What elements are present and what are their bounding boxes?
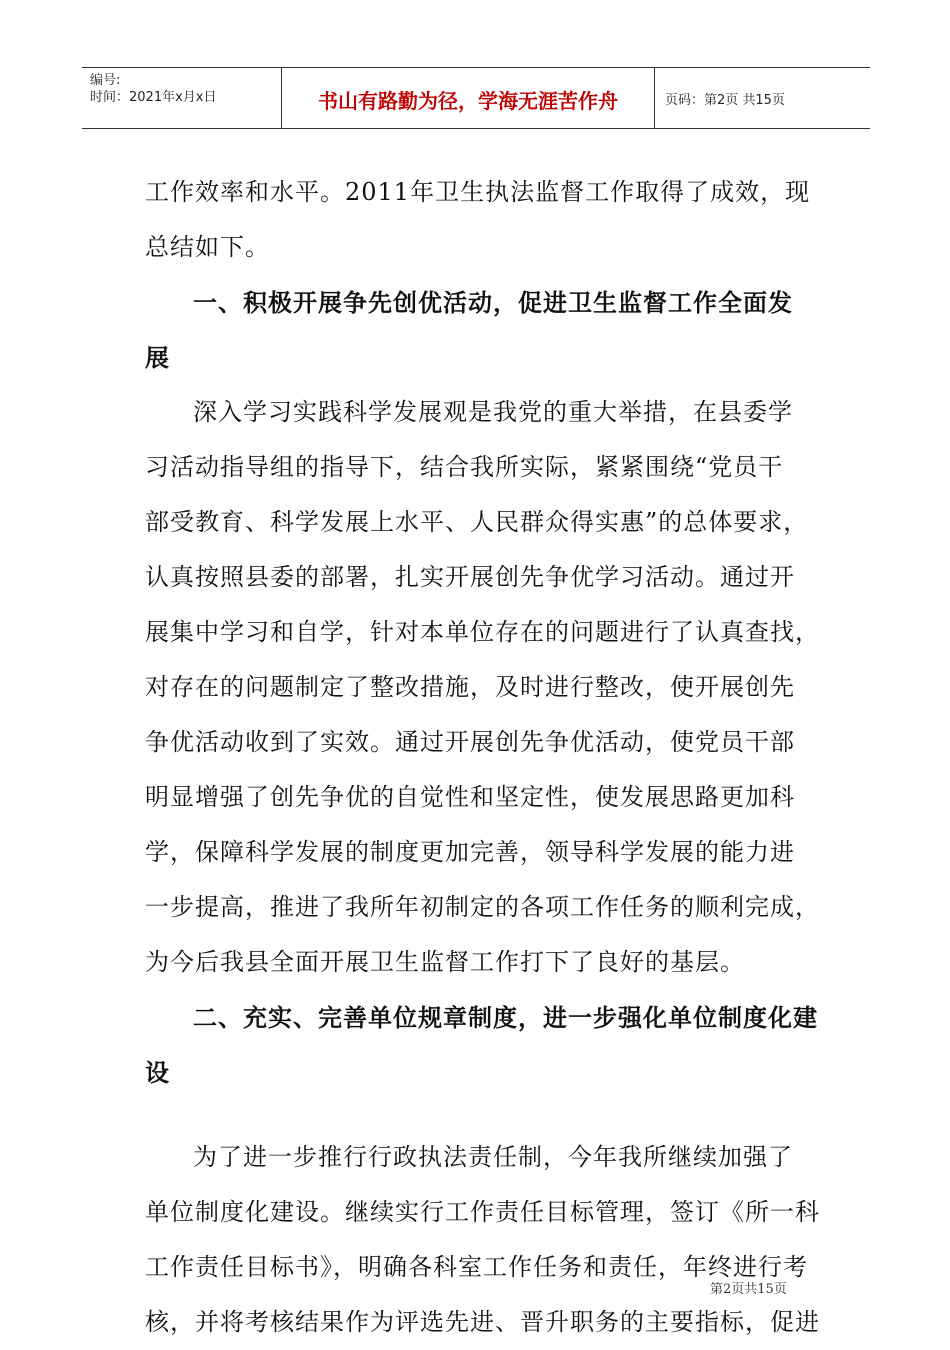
paragraph-line: 单位制度化建设。继续实行工作责任目标管理，签订《所一科	[145, 1198, 820, 1226]
paragraph-line: 对存在的问题制定了整改措施，及时进行整改，使开展创先	[145, 673, 795, 701]
paragraph-line: 明显增强了创先争优的自觉性和坚定性，使发展思路更加科	[145, 783, 795, 811]
paragraph-line: 学，保障科学发展的制度更加完善，领导科学发展的能力进	[145, 838, 795, 866]
paragraph-line: 工作责任目标书》，明确各科室工作任务和责任，年终进行考	[145, 1253, 808, 1281]
paragraph-line: 展集中学习和自学，针对本单位存在的问题进行了认真查找，	[145, 618, 820, 646]
paragraph-line: 一步提高，推进了我所年初制定的各项工作任务的顺利完成，	[145, 893, 820, 921]
paragraph-line: 为了进一步推行行政执法责任制，今年我所继续加强了	[193, 1143, 793, 1171]
paragraph-line: 总结如下。	[145, 233, 270, 261]
header-table	[82, 67, 870, 129]
document-body	[145, 165, 820, 1350]
paragraph-line: 为今后我县全面开展卫生监督工作打下了良好的基层。	[145, 948, 745, 976]
paragraph-line: 深入学习实践科学发展观是我党的重大举措，在县委学	[193, 398, 793, 426]
paragraph-line: 争优活动收到了实效。通过开展创先争优活动，使党员干部	[145, 728, 795, 756]
section-heading: 二、充实、完善单位规章制度，进一步强化单位制度化建	[193, 1003, 818, 1032]
section-heading: 设	[145, 1058, 170, 1087]
paragraph-line: 习活动指导组的指导下，结合我所实际，紧紧围绕“党员干	[145, 453, 784, 481]
time-label: 时间：2021年x月x日	[90, 90, 217, 105]
section-heading: 展	[145, 343, 170, 372]
header-motto: 书山有路勤为径，学海无涯苦作舟	[282, 68, 655, 128]
paragraph-line: 工作效率和水平。2011年卫生执法监督工作取得了成效，现	[145, 178, 811, 206]
paragraph-line: 核，并将考核结果作为评选先进、晋升职务的主要指标，促进	[145, 1308, 820, 1336]
section-heading: 一、积极开展争先创优活动，促进卫生监督工作全面发	[193, 288, 793, 317]
paragraph-line: 认真按照县委的部署，扎实开展创先争优学习活动。通过开	[145, 563, 795, 591]
spacer	[145, 1100, 815, 1130]
header-page-info: 页码：第2页 共15页	[665, 92, 785, 108]
page-footer: 第2页共15页	[710, 1282, 787, 1297]
number-label: 编号:	[90, 73, 121, 88]
paragraph-line: 部受教育、科学发展上水平、人民群众得实惠”的总体要求，	[145, 508, 809, 536]
header-meta-cell	[82, 68, 282, 128]
